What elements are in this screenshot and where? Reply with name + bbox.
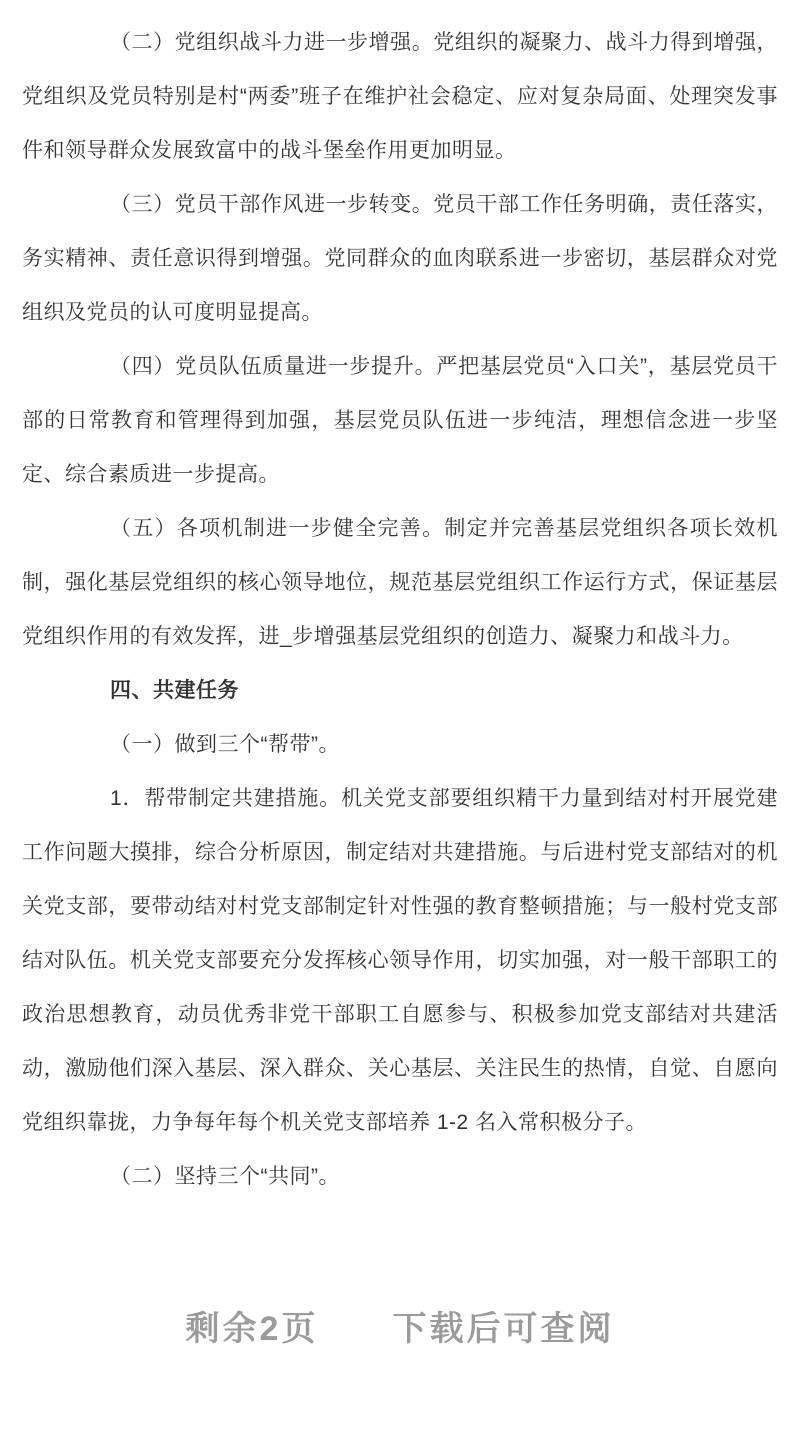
paragraph-org-combat: （二）党组织战斗力进一步增强。党组织的凝聚力、战斗力得到增强，党组织及党员特别是村“两委”班子在维护社会稳定、应对复杂局面、处理突发事件和领导群众发展致富中的战斗堡垒作用更加明显。 (22, 31, 778, 162)
paragraph-member-quality: （四）党员队伍质量进一步提升。严把基层党员“入口关”，基层党员干部的日常教育和管理得到加强，基层党员队伍进一步纯洁，理想信念进一步坚定、综合素质进一步提高。 (22, 355, 778, 486)
paragraph-three-gongtong: （二）坚持三个“共同”。 (110, 1165, 340, 1188)
section-heading-tasks: 四、共建任务 (110, 679, 239, 702)
remaining-pages-notice: 剩余2页 下载后可查阅 (185, 1310, 615, 1348)
paragraph-three-bangdai: （一）做到三个“帮带”。 (110, 733, 340, 756)
paragraph-mechanisms: （五）各项机制进一步健全完善。制定并完善基层党组织各项长效机制，强化基层党组织的核心领导地位，规范基层党组织工作运行方式，保证基层党组织作用的有效发挥，进_步增强基层党组织的创造力、凝聚力和战斗力。 (22, 517, 778, 648)
paragraph-bangdai-measures: 1．帮带制定共建措施。机关党支部要组织精干力量到结对村开展党建工作问题大摸排，综合分析原因，制定结对共建措施。与后进村党支部结对的机关党支部，要带动结对村党支部制定针对性强的教育整顿措施；与一般村党支部结对队伍。机关党支部要充分发挥核心领导作用，切实加强，对一般干部职工的政治思想教育，动员优秀非党干部职工自愿参与、积极参加党支部结对共建活动，激励他们深入基层、深入群众、关心基层、关注民生的热情，自觉、自愿向党组织靠拢，力争每年每个机关党支部培养 1-2 名入常积极分子。 (22, 787, 778, 1134)
paragraph-cadre-style: （三）党员干部作风进一步转变。党员干部工作任务明确，责任落实，务实精神、责任意识得到增强。党同群众的血肉联系进一步密切，基层群众对党组织及党员的认可度明显提高。 (22, 193, 778, 324)
